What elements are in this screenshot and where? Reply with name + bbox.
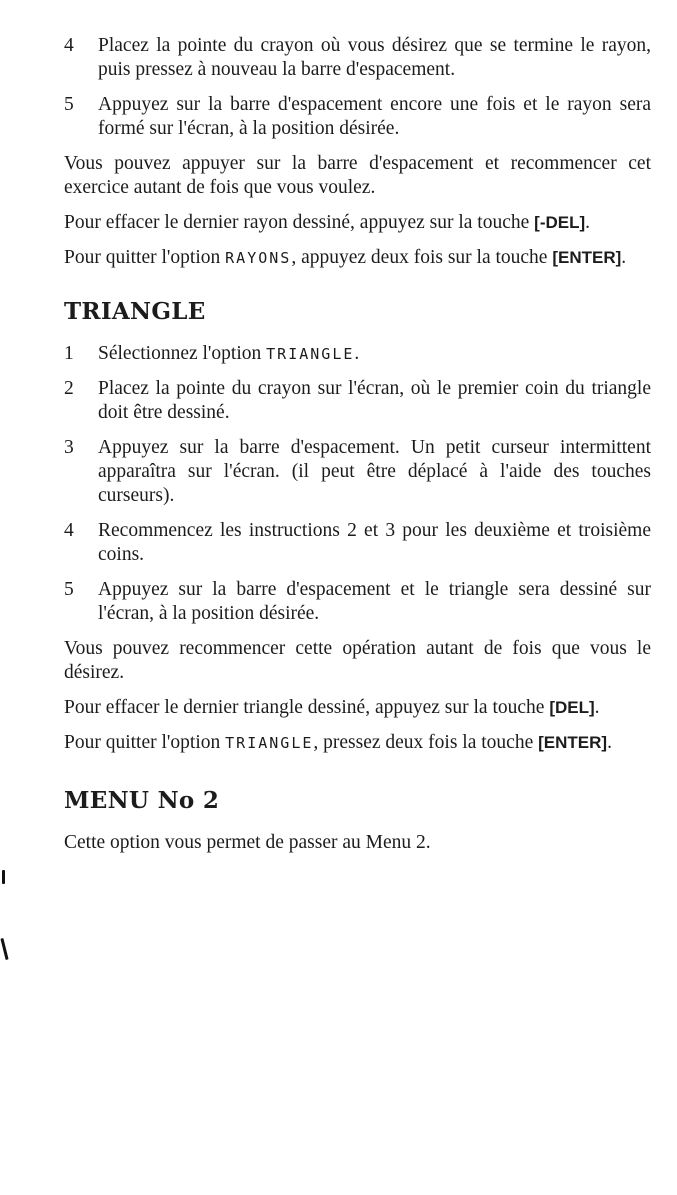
triangle-delete-paragraph xyxy=(64,696,651,720)
step-number: 5 xyxy=(64,579,74,600)
triangle-step-5 xyxy=(64,578,651,626)
step-text: Appuyez sur la barre d'espacement et le triangle sera dessiné sur l'écran, à la position désirée. xyxy=(98,579,651,624)
paragraph-text-middle: , appuyez deux fois sur la touche xyxy=(291,247,553,268)
rayons-repeat-paragraph: Vous pouvez appuyer sur la barre d'espacement et recommencer cet exercice autant de fois que vous voulez. xyxy=(64,153,651,198)
del-key-label: [-DEL] xyxy=(534,213,586,232)
rayons-step-4 xyxy=(64,34,651,82)
triangle-step-3 xyxy=(64,436,651,508)
step-text: Placez la pointe du crayon où vous désirez que se termine le rayon, puis pressez à nouveau la barre d'espacement. xyxy=(98,35,651,80)
option-name-rayons: RAYONS xyxy=(225,249,292,267)
step-number: 5 xyxy=(64,94,74,115)
paragraph-text-end: . xyxy=(585,212,591,233)
rayons-delete-paragraph xyxy=(64,211,651,235)
enter-key-label: [ENTER] xyxy=(538,733,608,752)
step-text: Placez la pointe du crayon sur l'écran, où le premier coin du triangle doit être dessiné. xyxy=(98,378,651,423)
rayons-step-5 xyxy=(64,93,651,141)
paragraph-text: Pour quitter l'option xyxy=(64,732,226,753)
triangle-step-1 xyxy=(64,342,651,366)
step-number: 2 xyxy=(64,378,74,399)
triangle-repeat-paragraph: Vous pouvez recommencer cette opération autant de fois que vous le désirez. xyxy=(64,638,651,683)
step-text: Sélectionnez l'option xyxy=(98,343,267,364)
rayons-quit-paragraph xyxy=(64,246,651,270)
triangle-heading: TRIANGLE xyxy=(64,298,206,325)
paragraph-text-end: . xyxy=(607,732,612,753)
menu2-paragraph: Cette option vous permet de passer au Menu 2. xyxy=(64,832,431,853)
paragraph-text: Pour effacer le dernier triangle dessiné, appuyez sur la touche xyxy=(64,697,550,718)
paragraph-text-end: . xyxy=(594,697,600,718)
step-number: 1 xyxy=(64,343,74,364)
step-text: Appuyez sur la barre d'espacement. Un petit curseur intermittent apparaîtra sur l'écran. (il peut être déplacé à l'aide des touches curseurs). xyxy=(98,437,651,506)
triangle-step-4 xyxy=(64,519,651,567)
step-number: 3 xyxy=(64,437,74,458)
step-number: 4 xyxy=(64,35,74,56)
manual-page xyxy=(64,34,651,866)
paragraph-text-middle: , pressez deux fois la touche xyxy=(313,732,539,753)
option-name-triangle: TRIANGLE xyxy=(266,345,355,363)
paragraph-text: Pour quitter l'option xyxy=(64,247,226,268)
paragraph-text: Pour effacer le dernier rayon dessiné, appuyez sur la touche xyxy=(64,212,535,233)
menu2-heading: MENU No 2 xyxy=(64,787,220,814)
step-number: 4 xyxy=(64,520,74,541)
del-key-label: [DEL] xyxy=(549,698,595,717)
step-text: Recommencez les instructions 2 et 3 pour les deuxième et troisième coins. xyxy=(98,520,651,565)
step-text: Appuyez sur la barre d'espacement encore une fois et le rayon sera formé sur l'écran, à la position désirée. xyxy=(98,94,651,139)
triangle-quit-paragraph xyxy=(64,731,651,755)
scan-margin-mark xyxy=(0,938,8,960)
option-name-triangle: TRIANGLE xyxy=(225,734,314,752)
enter-key-label: [ENTER] xyxy=(552,248,622,267)
triangle-step-2 xyxy=(64,377,651,425)
step-text-end: . xyxy=(354,343,360,364)
paragraph-text-end: . xyxy=(621,247,627,268)
scan-margin-mark xyxy=(2,870,5,884)
